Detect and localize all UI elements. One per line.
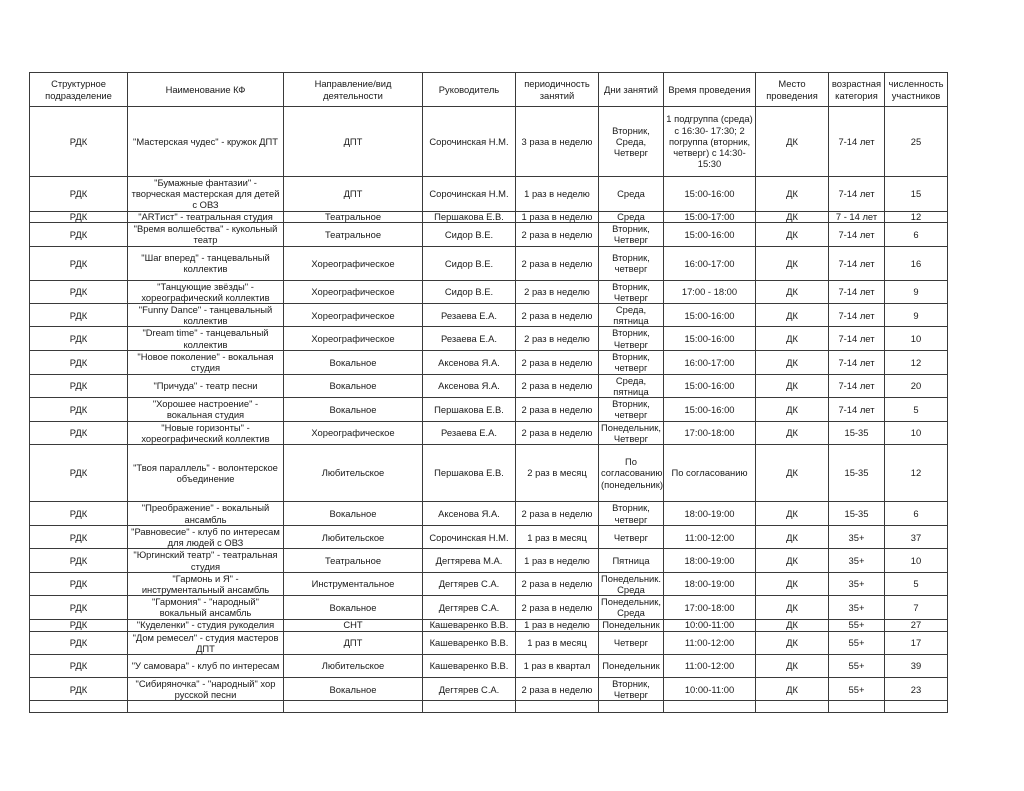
cell-place: ДК <box>756 445 829 502</box>
cell-direction: Хореографическое <box>284 280 423 303</box>
cell-leader: Сорочинская Н.М. <box>423 177 516 212</box>
cell-direction: Хореографическое <box>284 421 423 444</box>
empty-cell <box>829 701 885 713</box>
cell-leader: Аксенова Я.А. <box>423 374 516 397</box>
table-row <box>30 678 948 701</box>
cell-name: "Гармонь и Я" - инструментальный ансамбль <box>128 572 284 595</box>
cell-unit: РДК <box>30 445 128 502</box>
cell-age: 7-14 лет <box>829 246 885 280</box>
cell-count: 7 <box>885 596 948 619</box>
cell-unit: РДК <box>30 280 128 303</box>
cell-count: 5 <box>885 398 948 421</box>
cell-name: "Время волшебства" - кукольный театр <box>128 222 284 246</box>
table-row <box>30 304 948 327</box>
cell-age: 35+ <box>829 572 885 595</box>
cell-place: ДК <box>756 655 829 678</box>
cell-age: 55+ <box>829 619 885 631</box>
cell-unit: РДК <box>30 619 128 631</box>
cell-name: "Твоя параллель" - волонтерское объединение <box>128 445 284 502</box>
table-row <box>30 445 948 502</box>
cell-count: 16 <box>885 246 948 280</box>
cell-place: ДК <box>756 398 829 421</box>
cell-time: 10:00-11:00 <box>664 619 756 631</box>
cell-time: 15:00-16:00 <box>664 222 756 246</box>
cell-time: 16:00-17:00 <box>664 246 756 280</box>
cell-age: 7-14 лет <box>829 304 885 327</box>
cell-frequency: 2 раза в неделю <box>516 502 599 526</box>
cell-age: 7-14 лет <box>829 398 885 421</box>
cell-leader: Першакова Е.В. <box>423 445 516 502</box>
cell-name: "Dream time" - танцевальный коллектив <box>128 327 284 350</box>
cell-days: Четверг <box>599 526 664 549</box>
cell-leader: Сидор В.Е. <box>423 246 516 280</box>
cell-name: "ARTист" - театральная студия <box>128 211 284 222</box>
cell-name: "Дом ремесел" - студия мастеров ДПТ <box>128 631 284 654</box>
cell-count: 12 <box>885 211 948 222</box>
cell-frequency: 2 раза в неделю <box>516 304 599 327</box>
table-row <box>30 398 948 421</box>
cell-count: 9 <box>885 280 948 303</box>
cell-count: 27 <box>885 619 948 631</box>
cell-direction: Хореографическое <box>284 304 423 327</box>
cell-time: 15:00-16:00 <box>664 304 756 327</box>
header-name: Наименование КФ <box>128 73 284 107</box>
cell-frequency: 1 раз в неделю <box>516 177 599 212</box>
cell-days: Среда <box>599 177 664 212</box>
cell-count: 6 <box>885 502 948 526</box>
cell-leader: Сорочинская Н.М. <box>423 107 516 177</box>
cell-direction: Любительское <box>284 526 423 549</box>
cell-age: 7-14 лет <box>829 374 885 397</box>
cell-place: ДК <box>756 350 829 374</box>
cell-frequency: 2 раза в неделю <box>516 374 599 397</box>
cell-direction: Любительское <box>284 445 423 502</box>
cell-age: 15-35 <box>829 502 885 526</box>
cell-frequency: 2 раза в неделю <box>516 246 599 280</box>
cell-days: Вторник, четверг <box>599 502 664 526</box>
cell-count: 10 <box>885 421 948 444</box>
cell-age: 7-14 лет <box>829 327 885 350</box>
cell-time: 10:00-11:00 <box>664 678 756 701</box>
cell-frequency: 2 раза в неделю <box>516 421 599 444</box>
cell-count: 12 <box>885 445 948 502</box>
cell-leader: Кашеваренко В.В. <box>423 619 516 631</box>
cell-place: ДК <box>756 549 829 572</box>
header-frequency: периодичность занятий <box>516 73 599 107</box>
table-row <box>30 596 948 619</box>
cell-time: 16:00-17:00 <box>664 350 756 374</box>
cell-direction: Вокальное <box>284 374 423 397</box>
cell-leader: Кашеваренко В.В. <box>423 655 516 678</box>
cell-count: 9 <box>885 304 948 327</box>
cell-leader: Аксенова Я.А. <box>423 502 516 526</box>
cell-leader: Дегтярев С.А. <box>423 678 516 701</box>
cell-time: 18:00-19:00 <box>664 502 756 526</box>
cell-age: 55+ <box>829 631 885 654</box>
cell-direction: Вокальное <box>284 502 423 526</box>
cell-direction: СНТ <box>284 619 423 631</box>
cell-place: ДК <box>756 374 829 397</box>
cell-time: 15:00-16:00 <box>664 327 756 350</box>
cell-time: 11:00-12:00 <box>664 631 756 654</box>
cell-unit: РДК <box>30 304 128 327</box>
cell-age: 7-14 лет <box>829 280 885 303</box>
cell-unit: РДК <box>30 222 128 246</box>
empty-cell <box>664 701 756 713</box>
header-count: численность участников <box>885 73 948 107</box>
cell-days: Вторник, Четверг <box>599 280 664 303</box>
cell-name: "Бумажные фантазии" - творческая мастерская для детей с ОВЗ <box>128 177 284 212</box>
cell-place: ДК <box>756 678 829 701</box>
cell-leader: Дегтярев С.А. <box>423 596 516 619</box>
cell-unit: РДК <box>30 107 128 177</box>
table-row <box>30 246 948 280</box>
header-time: Время проведения <box>664 73 756 107</box>
cell-count: 23 <box>885 678 948 701</box>
schedule-table <box>29 72 948 713</box>
cell-frequency: 2 раза в неделю <box>516 398 599 421</box>
cell-time: 15:00-16:00 <box>664 374 756 397</box>
cell-count: 6 <box>885 222 948 246</box>
cell-frequency: 1 раза в неделю <box>516 211 599 222</box>
cell-days: Понедельник <box>599 655 664 678</box>
cell-age: 15-35 <box>829 421 885 444</box>
cell-frequency: 2 раза в неделю <box>516 678 599 701</box>
cell-age: 35+ <box>829 526 885 549</box>
cell-time: 17:00 - 18:00 <box>664 280 756 303</box>
cell-age: 7 - 14 лет <box>829 211 885 222</box>
table-row <box>30 222 948 246</box>
cell-direction: ДПТ <box>284 631 423 654</box>
cell-unit: РДК <box>30 211 128 222</box>
cell-unit: РДК <box>30 526 128 549</box>
cell-leader: Резаева Е.А. <box>423 421 516 444</box>
empty-cell <box>885 701 948 713</box>
cell-time: По согласованию <box>664 445 756 502</box>
cell-direction: Вокальное <box>284 398 423 421</box>
cell-time: 15:00-17:00 <box>664 211 756 222</box>
cell-direction: ДПТ <box>284 177 423 212</box>
cell-time: 15:00-16:00 <box>664 177 756 212</box>
cell-place: ДК <box>756 246 829 280</box>
table-row <box>30 327 948 350</box>
header-days: Дни занятий <box>599 73 664 107</box>
cell-name: "Гармония" - "народный" вокальный ансамбль <box>128 596 284 619</box>
cell-days: Среда, пятница <box>599 304 664 327</box>
cell-leader: Резаева Е.А. <box>423 327 516 350</box>
cell-name: "Новые горизонты" - хореографический коллектив <box>128 421 284 444</box>
table-row <box>30 350 948 374</box>
header-age: возрастная категория <box>829 73 885 107</box>
cell-days: Вторник, четверг <box>599 246 664 280</box>
cell-count: 15 <box>885 177 948 212</box>
cell-place: ДК <box>756 107 829 177</box>
cell-time: 17:00-18:00 <box>664 421 756 444</box>
table-row <box>30 107 948 177</box>
cell-frequency: 1 раз в квартал <box>516 655 599 678</box>
cell-time: 18:00-19:00 <box>664 572 756 595</box>
cell-days: Четверг <box>599 631 664 654</box>
cell-frequency: 2 раз в неделю <box>516 280 599 303</box>
cell-count: 20 <box>885 374 948 397</box>
cell-place: ДК <box>756 596 829 619</box>
cell-name: "Преображение" - вокальный ансамбль <box>128 502 284 526</box>
cell-name: "Мастерская чудес" - кружок ДПТ <box>128 107 284 177</box>
cell-days: Среда <box>599 211 664 222</box>
cell-frequency: 2 раз в неделю <box>516 327 599 350</box>
cell-unit: РДК <box>30 398 128 421</box>
cell-days: По согласованию (понедельник) <box>599 445 664 502</box>
cell-age: 7-14 лет <box>829 350 885 374</box>
cell-frequency: 2 раза в неделю <box>516 596 599 619</box>
empty-cell <box>423 701 516 713</box>
cell-unit: РДК <box>30 177 128 212</box>
table-row <box>30 211 948 222</box>
cell-direction: Театральное <box>284 211 423 222</box>
header-place: Место проведения <box>756 73 829 107</box>
cell-leader: Сидор В.Е. <box>423 222 516 246</box>
cell-leader: Кашеваренко В.В. <box>423 631 516 654</box>
table-row <box>30 177 948 212</box>
cell-days: Вторник, четверг <box>599 350 664 374</box>
cell-unit: РДК <box>30 596 128 619</box>
cell-direction: Театральное <box>284 549 423 572</box>
cell-place: ДК <box>756 327 829 350</box>
cell-unit: РДК <box>30 246 128 280</box>
cell-age: 35+ <box>829 549 885 572</box>
cell-days: Вторник, Среда, Четверг <box>599 107 664 177</box>
cell-name: "Сибиряночка" - "народный" хор русской песни <box>128 678 284 701</box>
cell-direction: Вокальное <box>284 596 423 619</box>
cell-time: 11:00-12:00 <box>664 526 756 549</box>
cell-unit: РДК <box>30 655 128 678</box>
cell-days: Вторник, Четверг <box>599 678 664 701</box>
cell-days: Вторник, Четверг <box>599 327 664 350</box>
cell-unit: РДК <box>30 572 128 595</box>
table-row <box>30 280 948 303</box>
cell-leader: Першакова Е.В. <box>423 398 516 421</box>
cell-place: ДК <box>756 211 829 222</box>
cell-frequency: 2 раза в неделю <box>516 572 599 595</box>
cell-frequency: 3 раза в неделю <box>516 107 599 177</box>
cell-unit: РДК <box>30 374 128 397</box>
cell-place: ДК <box>756 280 829 303</box>
cell-age: 7-14 лет <box>829 177 885 212</box>
cell-time: 17:00-18:00 <box>664 596 756 619</box>
empty-cell <box>516 701 599 713</box>
cell-count: 25 <box>885 107 948 177</box>
cell-name: "У самовара" - клуб по интересам <box>128 655 284 678</box>
cell-unit: РДК <box>30 421 128 444</box>
empty-cell <box>756 701 829 713</box>
cell-name: "Юргинский театр" - театральная студия <box>128 549 284 572</box>
cell-unit: РДК <box>30 678 128 701</box>
cell-unit: РДК <box>30 350 128 374</box>
cell-name: "Равновесие" - клуб по интересам для людей с ОВЗ <box>128 526 284 549</box>
table-row <box>30 655 948 678</box>
cell-name: "Новое поколение" - вокальная студия <box>128 350 284 374</box>
empty-row <box>30 701 948 713</box>
cell-days: Среда, пятница <box>599 374 664 397</box>
cell-place: ДК <box>756 572 829 595</box>
table-row <box>30 502 948 526</box>
cell-time: 11:00-12:00 <box>664 655 756 678</box>
cell-time: 18:00-19:00 <box>664 549 756 572</box>
table-row <box>30 631 948 654</box>
cell-direction: Вокальное <box>284 350 423 374</box>
cell-direction: Хореографическое <box>284 246 423 280</box>
cell-time: 1 подгруппа (среда) с 16:30- 17:30; 2 погруппа (вторник, четверг) с 14:30-15:30 <box>664 107 756 177</box>
cell-count: 37 <box>885 526 948 549</box>
cell-frequency: 1 раз в неделю <box>516 549 599 572</box>
cell-days: Пятница <box>599 549 664 572</box>
cell-name: "Funny Dance" - танцевальный коллектив <box>128 304 284 327</box>
cell-frequency: 1 раз в неделю <box>516 619 599 631</box>
empty-cell <box>284 701 423 713</box>
header-direction: Направление/вид деятельности <box>284 73 423 107</box>
cell-days: Понедельник, Среда <box>599 596 664 619</box>
cell-place: ДК <box>756 177 829 212</box>
cell-direction: ДПТ <box>284 107 423 177</box>
cell-name: "Куделенки" - студия рукоделия <box>128 619 284 631</box>
header-leader: Руководитель <box>423 73 516 107</box>
table-row <box>30 374 948 397</box>
header-unit: Структурное подразделение <box>30 73 128 107</box>
cell-count: 10 <box>885 327 948 350</box>
cell-place: ДК <box>756 526 829 549</box>
cell-age: 55+ <box>829 655 885 678</box>
cell-leader: Сорочинская Н.М. <box>423 526 516 549</box>
cell-name: "Шаг вперед" - танцевальный коллектив <box>128 246 284 280</box>
cell-direction: Любительское <box>284 655 423 678</box>
cell-count: 12 <box>885 350 948 374</box>
cell-leader: Аксенова Я.А. <box>423 350 516 374</box>
cell-leader: Дегтярев С.А. <box>423 572 516 595</box>
cell-leader: Сидор В.Е. <box>423 280 516 303</box>
cell-age: 7-14 лет <box>829 222 885 246</box>
cell-place: ДК <box>756 421 829 444</box>
cell-frequency: 1 раз в месяц <box>516 631 599 654</box>
cell-direction: Театральное <box>284 222 423 246</box>
cell-count: 17 <box>885 631 948 654</box>
cell-count: 10 <box>885 549 948 572</box>
cell-count: 5 <box>885 572 948 595</box>
cell-place: ДК <box>756 502 829 526</box>
cell-days: Понедельник, Четверг <box>599 421 664 444</box>
cell-age: 15-35 <box>829 445 885 502</box>
table-row <box>30 619 948 631</box>
cell-unit: РДК <box>30 549 128 572</box>
cell-days: Понедельник. Среда <box>599 572 664 595</box>
cell-name: "Танцующие звёзды" - хореографический коллектив <box>128 280 284 303</box>
cell-frequency: 1 раз в месяц <box>516 526 599 549</box>
cell-place: ДК <box>756 631 829 654</box>
cell-frequency: 2 раз в месяц <box>516 445 599 502</box>
cell-days: Вторник, четверг <box>599 398 664 421</box>
cell-count: 39 <box>885 655 948 678</box>
table-row <box>30 526 948 549</box>
cell-age: 35+ <box>829 596 885 619</box>
cell-time: 15:00-16:00 <box>664 398 756 421</box>
cell-leader: Першакова Е.В. <box>423 211 516 222</box>
cell-unit: РДК <box>30 631 128 654</box>
cell-days: Понедельник <box>599 619 664 631</box>
table-row <box>30 549 948 572</box>
cell-name: "Причуда" - театр песни <box>128 374 284 397</box>
cell-direction: Хореографическое <box>284 327 423 350</box>
cell-frequency: 2 раза в неделю <box>516 222 599 246</box>
empty-cell <box>599 701 664 713</box>
cell-frequency: 2 раза в неделю <box>516 350 599 374</box>
cell-age: 55+ <box>829 678 885 701</box>
cell-direction: Вокальное <box>284 678 423 701</box>
cell-direction: Инструментальное <box>284 572 423 595</box>
cell-days: Вторник, Четверг <box>599 222 664 246</box>
cell-place: ДК <box>756 304 829 327</box>
cell-place: ДК <box>756 619 829 631</box>
cell-unit: РДК <box>30 502 128 526</box>
cell-leader: Дегтярева М.А. <box>423 549 516 572</box>
empty-cell <box>30 701 128 713</box>
cell-age: 7-14 лет <box>829 107 885 177</box>
header-row <box>30 73 948 107</box>
table-row <box>30 572 948 595</box>
cell-leader: Резаева Е.А. <box>423 304 516 327</box>
table-row <box>30 421 948 444</box>
cell-name: "Хорошее настроение" - вокальная студия <box>128 398 284 421</box>
cell-unit: РДК <box>30 327 128 350</box>
empty-cell <box>128 701 284 713</box>
cell-place: ДК <box>756 222 829 246</box>
